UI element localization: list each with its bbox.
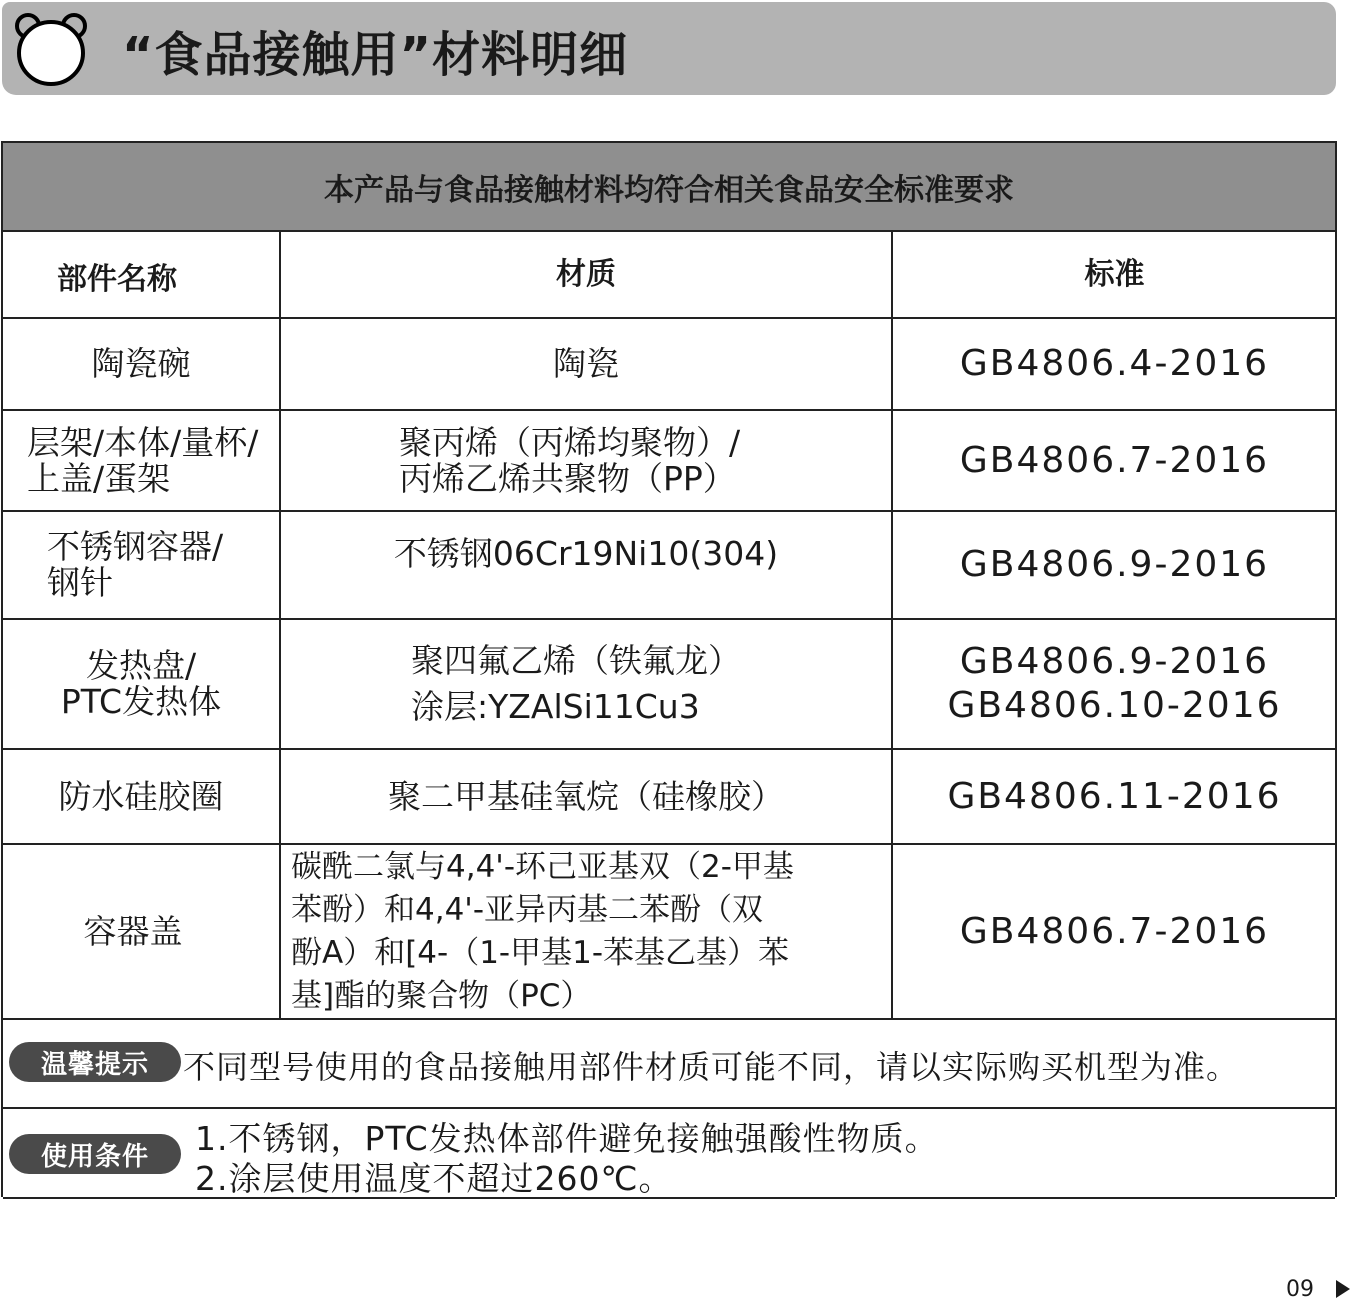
part-name: PTC发热体 (60, 682, 222, 721)
standard-text: GB4806.11-2016 (947, 775, 1282, 817)
part-name-cell (3, 411, 281, 510)
tip-row (3, 1020, 1335, 1109)
part-name-cell (3, 620, 281, 748)
material-text: 酚A）和[4-（1-甲基1-苯基乙基）苯 (291, 934, 790, 971)
standard-cell (893, 512, 1336, 618)
table-row (3, 319, 1335, 411)
material-text: 聚二甲基硅氧烷（硅橡胶） (388, 776, 784, 816)
material-text: 基]酯的聚合物（PC） (291, 977, 592, 1014)
standard-text: GB4806.7-2016 (959, 910, 1270, 952)
material-text: 不锈钢06Cr19Ni10(304) (393, 534, 779, 573)
part-name-cell (3, 750, 281, 843)
part-name-cell (3, 319, 281, 409)
standard-cell (893, 620, 1336, 748)
standard-text: GB4806.4-2016 (959, 343, 1270, 384)
material-cell (281, 319, 893, 409)
part-name: 层架/本体/量杯/ (27, 422, 259, 462)
standard-text: GB4806.9-2016 (959, 641, 1270, 682)
material-text: 聚四氟乙烯（铁氟龙） (411, 641, 741, 680)
material-text: 苯酚）和4,4'-亚异丙基二苯酚（双 (291, 891, 764, 928)
table-row (3, 845, 1335, 1020)
material-cell (281, 411, 893, 510)
table-row (3, 512, 1335, 620)
column-header-standard: 标准 (1084, 256, 1145, 292)
standard-cell (893, 750, 1336, 843)
material-cell (281, 750, 893, 843)
condition-line: 2.涂层使用温度不超过260℃。 (195, 1159, 673, 1198)
part-name: 陶瓷碗 (91, 344, 191, 383)
condition-line: 1.不锈钢，PTC发热体部件避免接触强酸性物质。 (195, 1119, 939, 1158)
column-header-part: 部件名称 (3, 232, 281, 317)
table-row (3, 750, 1335, 845)
part-name: 不锈钢容器/ (47, 527, 224, 566)
part-name: 上盖/蛋架 (27, 458, 171, 498)
standard-text: GB4806.7-2016 (959, 439, 1270, 481)
triangle-right-icon[interactable] (1336, 1280, 1350, 1298)
standard-cell (893, 319, 1336, 409)
material-text: 丙烯乙烯共聚物（PP） (399, 458, 736, 498)
standard-cell (893, 845, 1336, 1018)
material-text: 聚丙烯（丙烯均聚物）/ (399, 422, 741, 462)
material-cell (281, 845, 893, 1018)
tip-badge: 温馨提示 (9, 1042, 181, 1082)
material-cell (281, 620, 893, 748)
page-title: “食品接触用”材料明细 (122, 27, 629, 83)
header-banner (2, 2, 1336, 95)
material-text: 涂层:YZAlSi11Cu3 (411, 687, 700, 726)
standard-text: GB4806.9-2016 (959, 544, 1270, 585)
table-header-row (3, 232, 1335, 319)
standard-cell (893, 411, 1336, 510)
part-name-cell (3, 512, 281, 618)
part-name: 容器盖 (83, 911, 183, 951)
page-number: 09 (1286, 1277, 1314, 1302)
part-name: 发热盘/ (85, 646, 197, 685)
table-banner: 本产品与食品接触材料均符合相关食品安全标准要求 (3, 143, 1335, 232)
part-name: 防水硅胶圈 (58, 776, 224, 816)
conditions-row (3, 1109, 1335, 1199)
part-name: 钢针 (47, 563, 113, 602)
material-text: 陶瓷 (553, 344, 619, 383)
standard-text: GB4806.10-2016 (947, 685, 1282, 726)
conditions-badge: 使用条件 (9, 1134, 181, 1174)
table-row (3, 411, 1335, 512)
table-row (3, 620, 1335, 750)
tip-text: 不同型号使用的食品接触用部件材质可能不同，请以实际购买机型为准。 (183, 1048, 1240, 1086)
material-cell (281, 512, 893, 618)
column-header-material: 材质 (281, 232, 893, 317)
part-name-cell (3, 845, 281, 1018)
materials-table (1, 141, 1337, 1197)
bear-head-icon (12, 10, 90, 88)
material-text: 碳酰二氯与4,4'-环己亚基双（2-甲基 (291, 848, 794, 885)
